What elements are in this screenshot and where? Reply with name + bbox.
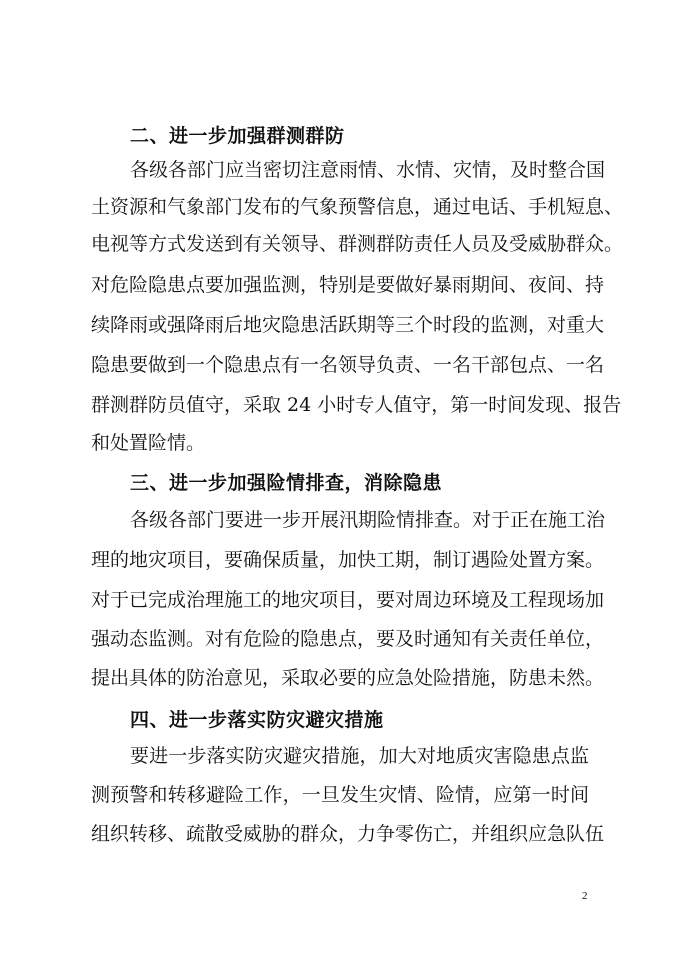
- paragraph-line: 对于已完成治理施工的地灾项目，要对周边环境及工程现场加: [91, 589, 605, 611]
- section-heading-2: 二、进一步加强群测群防: [130, 125, 345, 147]
- page-number: 2: [582, 890, 588, 902]
- paragraph-line: 电视等方式发送到有关领导、群测群防责任人员及受威胁群众。: [91, 233, 624, 255]
- paragraph-line: 理的地灾项目，要确保质量，加快工期，制订遇险处置方案。: [91, 549, 605, 571]
- paragraph-line: 测预警和转移避险工作，一旦发生灾情、险情，应第一时间: [91, 784, 589, 806]
- paragraph-line: 对危险隐患点要加强监测，特别是要做好暴雨期间、夜间、持: [91, 274, 605, 296]
- paragraph-line: 土资源和气象部门发布的气象预警信息，通过电话、手机短息、: [91, 196, 624, 218]
- paragraph-line: 群测群防员值守，采取 24 小时专人值守，第一时间发现、报告: [91, 394, 622, 416]
- paragraph-line: 各级各部门要进一步开展汛期险情排查。对于正在施工治: [130, 509, 606, 531]
- paragraph-line: 和处置险情。: [91, 432, 206, 454]
- paragraph-line: 各级各部门应当密切注意雨情、水情、灾情，及时整合国: [130, 159, 606, 181]
- section-heading-4: 四、进一步落实防灾避灾措施: [130, 709, 384, 731]
- paragraph-line: 隐患要做到一个隐患点有一名领导负责、一名干部包点、一名: [91, 354, 605, 376]
- paragraph-line: 提出具体的防治意见，采取必要的应急处险措施，防患未然。: [91, 667, 605, 689]
- paragraph-line: 要进一步落实防灾避灾措施，加大对地质灾害隐患点监: [130, 745, 589, 767]
- section-heading-3: 三、进一步加强险情排查，消除隐患: [130, 472, 443, 494]
- paragraph-line: 强动态监测。对有危险的隐患点，要及时通知有关责任单位，: [91, 628, 605, 650]
- paragraph-line: 续降雨或强降雨后地灾隐患活跃期等三个时段的监测，对重大: [91, 314, 605, 336]
- paragraph-line: 组织转移、疏散受威胁的群众，力争零伤亡，并组织应急队伍: [91, 823, 605, 845]
